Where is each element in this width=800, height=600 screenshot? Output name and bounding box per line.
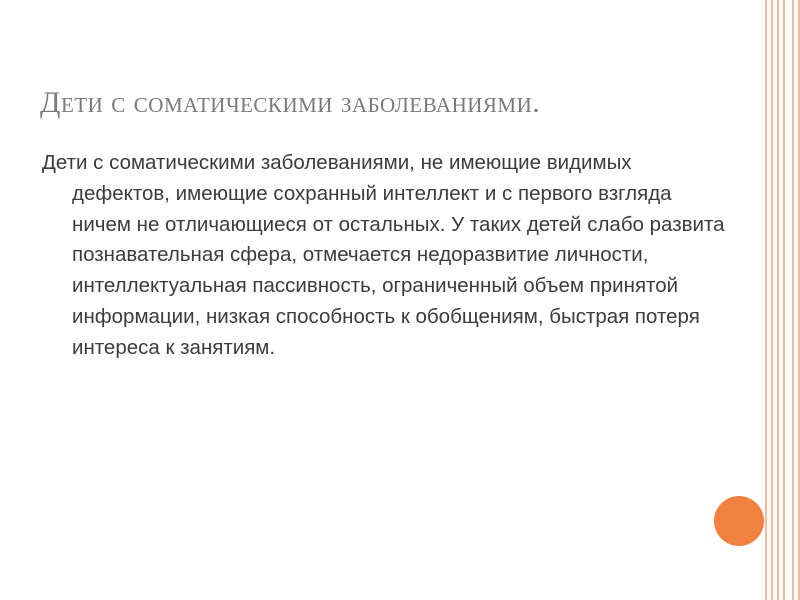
border-strip bbox=[792, 0, 794, 600]
accent-dot bbox=[714, 496, 764, 546]
slide-body-text: Дети с соматическими заболеваниями, не имеющие видимых дефектов, имеющие сохранный интеллект и с первого взгляда ничем не отличающиеся от остальных. У таких детей слабо развита познавательная сфера, отмечается недоразвитие личности, интеллектуальная пассивность, ограниченный объем принятой информации, низкая способность к обобщениям, быстрая потеря интереса к занятиям. bbox=[42, 151, 725, 359]
border-strip bbox=[765, 0, 767, 600]
border-strip bbox=[777, 0, 779, 600]
slide-title: Дети с соматическими заболеваниями. bbox=[40, 86, 541, 119]
border-strip bbox=[771, 0, 773, 600]
border-strip bbox=[783, 0, 785, 600]
